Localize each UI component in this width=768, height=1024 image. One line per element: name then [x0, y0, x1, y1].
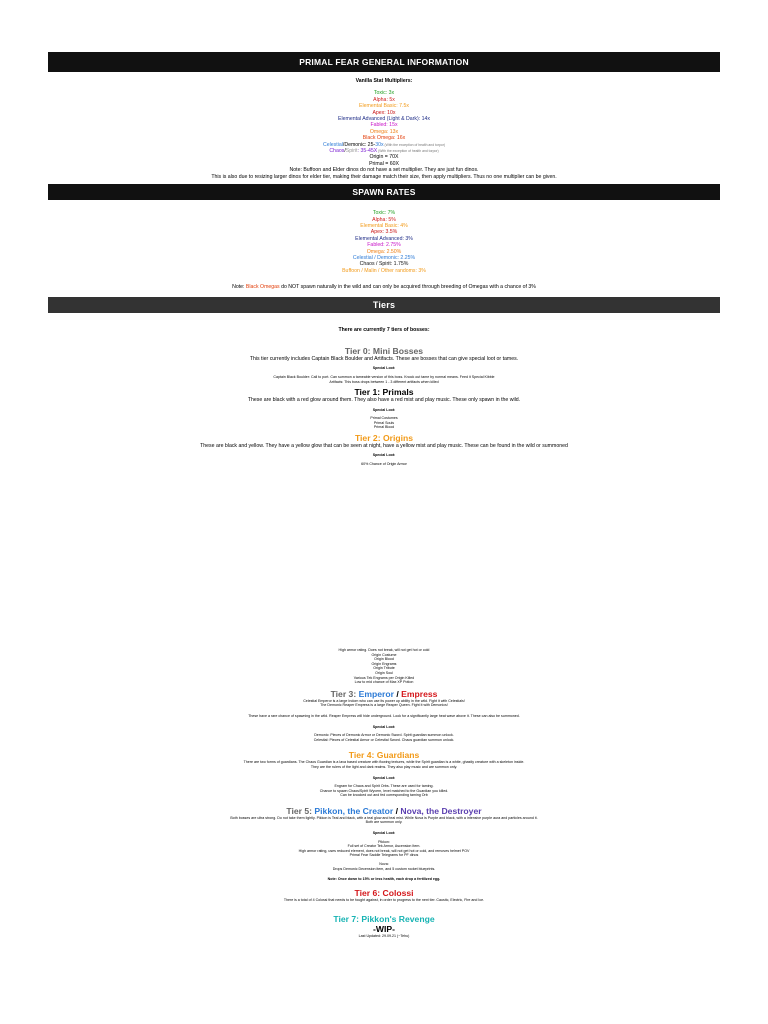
tier-1-special-loot: Special Loot:: [372, 407, 396, 412]
tier-3-special-loot: Special Loot:: [372, 724, 396, 729]
loot-item: Demonic: Pieces of Demonic Armor or Demonic Sword. Spirit guardian summon unlock.: [314, 733, 454, 738]
tier-7-title: Tier 7: Pikkon's Revenge: [333, 914, 435, 925]
general-note-2: This is also due to resizing larger dinos for elder tier, making their damage match their size, then apply multipliers. Thus no one multiplier can be given.: [211, 173, 557, 180]
document-page-2: [48, 644, 720, 1016]
loot-item: Various Tek Engrams per Origin Killed: [353, 675, 415, 680]
tier-4-desc-1: There are two forms of guardians. The Chaos Guardian is a lava based creature with flowing textures, while the Spirit guardian is a white, ghastly creature with a skeleton inside.: [243, 760, 525, 765]
tier-5-loot-pikkon: [48, 840, 720, 858]
origin-multiplier: Origin = 70X: [369, 154, 399, 161]
spawn-rate-line: Chaos / Spirit: 1.75%: [359, 261, 409, 268]
tier-0-title: Tier 0: Mini Bosses: [344, 345, 424, 356]
loot-item: Can be knocked out and fed corresponding taming Orb: [340, 793, 428, 798]
spawn-rate-line: Buffoon / Malin / Other randoms: 3%: [342, 267, 426, 274]
spawn-rate-line: Omega: 2.50%: [366, 248, 402, 255]
tier-6-title: Tier 6: Colossi: [354, 887, 414, 898]
primal-multiplier: Primal = 60X: [369, 160, 399, 167]
tier-2-special-loot: Special Loot:: [372, 453, 396, 458]
stat-multiplier-line: Omega: 13x: [369, 128, 399, 135]
general-note-1: Note: Buffoon and Elder dinos do not have a set multiplier. They are just fun dinos.: [289, 167, 479, 174]
chaos-range: : 35-45X: [357, 148, 378, 155]
loot-item: Origin Engrams: [371, 661, 397, 666]
spawn-note: [48, 284, 720, 290]
loot-item: Origin Tribute: [373, 666, 395, 671]
tier-2-title: Tier 2: Origins: [354, 432, 414, 443]
tier-2-loot-list: [48, 462, 720, 467]
spawn-rate-line: Toxic: 7%: [372, 210, 396, 217]
loot-item: Origin Costume: [371, 652, 397, 657]
loot-item: 60% Chance of Origin Armor: [361, 461, 407, 466]
spawn-note-body: do NOT spawn naturally in the wild and can only be acquired through breeding of Omegas with a chance of 3%: [279, 284, 536, 291]
last-updated: Last Updated: 29.09.21 (~Tehu): [358, 934, 410, 939]
stat-multiplier-line: Elemental Advanced (Light & Dark): 14x: [338, 116, 430, 123]
loot-item: Engram for Chaos and Spirit Orbs. These are used for taming.: [334, 784, 434, 789]
loot-item: Primal Blood: [373, 425, 395, 430]
celestial-note: (With the exception of health and torpor): [383, 142, 446, 147]
tier-5-desc-2: Both are summon only.: [365, 820, 403, 825]
tier-5-nova: Nova, the Destroyer: [400, 805, 482, 816]
celestial-label: Celestial: [322, 141, 343, 148]
tier-2-desc: These are black and yellow. They have a yellow glow that can be seen at night, have a yellow mist and play music. These can be found in the wild or summoned: [200, 442, 568, 449]
tier-1-desc: These are black with a red glow around them. They also have a red mist and play music. These only spawn in the wild.: [247, 397, 521, 404]
stat-multiplier-line: Alpha: 5x: [373, 96, 395, 103]
stat-multiplier-line: Toxic: 3x: [373, 90, 395, 97]
loot-item: Low to mid chance of Max XP Potion: [354, 680, 414, 685]
tier-3-emperor: Emperor: [358, 688, 394, 699]
stat-multiplier-line: Fabled: 15x: [370, 122, 398, 129]
tier-5-special-loot: Special Loot:: [372, 831, 396, 836]
tier-3-desc-2: The Demonic Reaper Empress is a large Reaper Queen. Fight it with Demonics!: [320, 703, 448, 708]
tier-4-loot-list: [48, 784, 720, 798]
tier-3-desc-3: These have a rare chance of spawning in the wild. Reaper Empress will hide underground. Look for a significantly large heat wave above it. These can also be summoned.: [248, 713, 520, 718]
loot-item: Full set of Creator Tek Armor, Ascension Item.: [347, 844, 421, 849]
tier-5-desc-1: Both bosses are ultra strong. Do not take them lightly. Pikkon is Teal and black, with a teal glow and teal mist. While Nova is Purple and black, with a intensive purple aura and particles around it.: [230, 815, 538, 820]
loot-item: Pikkon:: [378, 839, 390, 844]
stat-multiplier-list: [48, 90, 720, 141]
tier-5-loot-nova: [48, 862, 720, 871]
loot-item: High armor rating, uses reduced element, does not break, will not get hot or cold, and removes helmet POV: [298, 848, 470, 853]
tier-7-wip: -WIP-: [373, 924, 395, 935]
spawn-note-highlight: Black Omegas: [245, 284, 280, 291]
loot-item: Chance to spawn Chaos/Spirit Wyvern, level matched to the Guardian you killed.: [319, 788, 449, 793]
tier-3-prefix: Tier 3:: [330, 688, 359, 699]
spawn-rate-line: Alpha: 5%: [372, 216, 396, 223]
loot-item: Celestial: Pieces of Celestial Armor or Celestial Sword. Chaos guardian summon unlock.: [313, 737, 455, 742]
spawn-rate-line: Celestial / Demonic: 2.25%: [352, 254, 416, 261]
loot-item: Primal Costumes: [370, 416, 398, 421]
tiers-header: Tiers: [48, 297, 720, 313]
tier-0-desc: This tier currently includes Captain Black Boulder and Artifacts. These are bosses that can give special loot or tames.: [249, 355, 519, 362]
tier-0-loot-1: Captain Black Boulder: Call to port. Can summon a tameable version of this boss. Knock out tame by normal means. Feed it Special Kibble: [273, 374, 495, 379]
spawn-rate-line: Elemental Basic: 4%: [360, 222, 408, 229]
tier-2-loot-continued: [48, 648, 720, 685]
loot-item: Origin Blood: [374, 657, 394, 662]
stat-multipliers-subtitle: Vanilla Stat Multipliers:: [355, 78, 413, 84]
tier-4-special-loot: Special Loot:: [372, 775, 396, 780]
tier-5-prefix: Tier 5:: [286, 805, 315, 816]
tier-5-title: [48, 806, 720, 816]
spawn-rate-line: Fabled: 2.75%: [367, 242, 401, 249]
tier-3-loot-list: [48, 733, 720, 742]
chaos-sep: /: [344, 148, 346, 155]
tier-3-sep: /: [393, 688, 402, 699]
spawn-note-prefix: Note:: [232, 284, 246, 291]
stat-multiplier-line: Apex: 10x: [372, 109, 396, 116]
tier-5-note: Note: Once down to 15% or less health, each drop a fertilized egg.: [327, 877, 441, 882]
stat-multiplier-line: Black Omega: 16x: [362, 135, 406, 142]
stat-multiplier-line: Elemental Basic: 7.5x: [359, 103, 409, 110]
tier-1-title: Tier 1: Primals: [354, 387, 414, 398]
tier-3-empress: Empress: [401, 688, 438, 699]
tier-1-loot-list: [48, 416, 720, 430]
general-info-header: PRIMAL FEAR GENERAL INFORMATION: [48, 52, 720, 72]
spawn-rate-list: [48, 210, 720, 274]
tier-5-pikkon: Pikkon, the Creator: [314, 805, 394, 816]
spirit-label: Spirit: [345, 148, 358, 155]
loot-item: Origin Soul: [375, 670, 393, 675]
loot-item: Primal Souls: [373, 420, 395, 425]
tier-3-desc-1: Celestial Emperor is a large Indom who can use its power up ability in the wild. Fight it with Celestials!: [303, 698, 465, 703]
tier-6-desc: There is a total of 4 Colossi that needs to be fought against, in order to progress to the next tier. Caustic, Electric, Fire and Ice.: [283, 897, 485, 902]
tier-0-loot-2: Artifacts: This boss drops between 1 - 3 different artifacts when killed: [329, 379, 439, 384]
tier-4-title: Tier 4: Guardians: [348, 750, 420, 761]
chaos-label: Chaos: [329, 148, 345, 155]
tier-4-desc-2: They are the rulers of the light and dark realms. They also play music and are summon only.: [310, 764, 458, 769]
loot-item: High armor rating. Does not break, will not get hot or cold: [338, 648, 430, 652]
loot-item: Nova:: [379, 862, 389, 867]
spawn-rates-header: SPAWN RATES: [48, 184, 720, 200]
tiers-intro: There are currently 7 tiers of bosses:: [338, 326, 430, 333]
document-page-1: [48, 52, 720, 540]
tier-5-sep: /: [393, 805, 401, 816]
loot-item: Drops Demonic Decension item, and 5 custom rocket blueprints.: [332, 866, 436, 871]
celestial-range: 30x: [375, 141, 384, 148]
chaos-note: (With the exception of health and torpor): [377, 149, 439, 154]
tier-3-title: [48, 689, 720, 699]
tier-0-special-loot: Special Loot:: [372, 366, 396, 371]
spawn-rate-line: Apex: 3.5%: [370, 229, 398, 236]
demonic-label: /Demonic: 25-: [342, 141, 376, 148]
spawn-rate-line: Elemental Advanced: 3%: [355, 235, 413, 242]
loot-item: Primal Fear Saddle Telegrams for PF dinos: [349, 853, 419, 858]
